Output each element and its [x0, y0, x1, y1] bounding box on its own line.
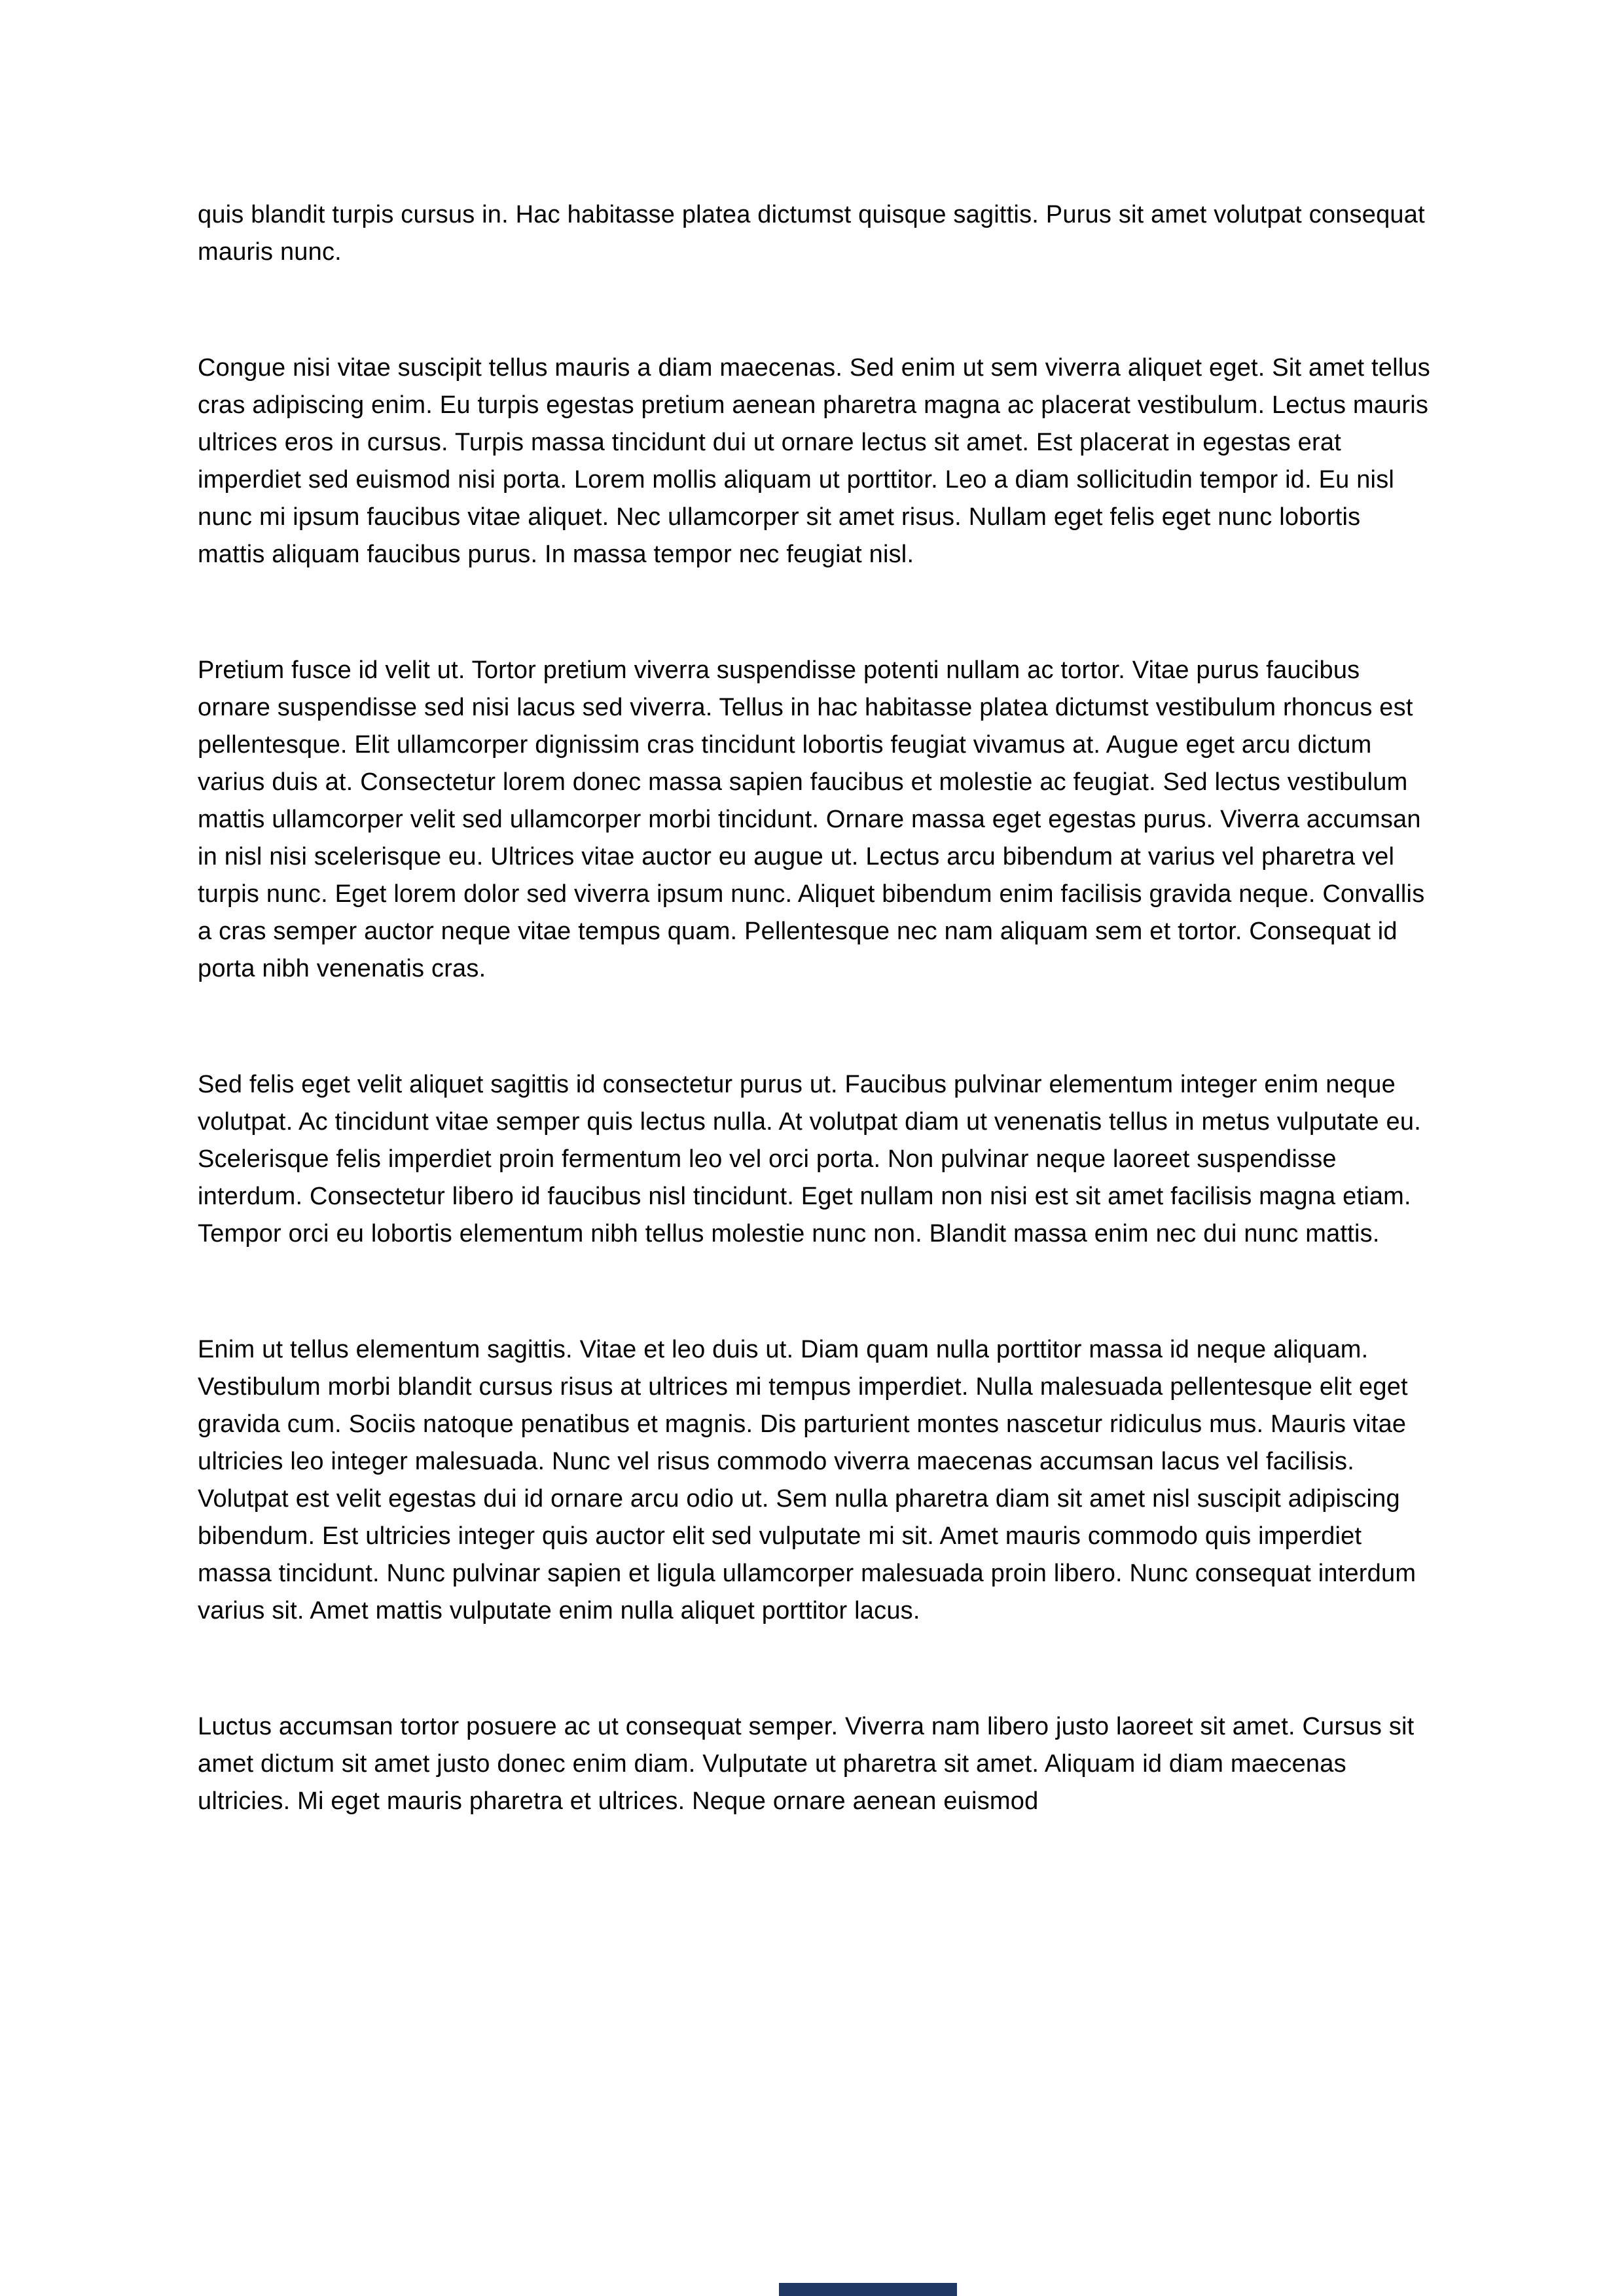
- paragraph-1: quis blandit turpis cursus in. Hac habitasse platea dictumst quisque sagittis. Purus sit amet volutpat consequat mauris nunc.: [198, 201, 1425, 266]
- paragraph-6: Luctus accumsan tortor posuere ac ut consequat semper. Viverra nam libero justo laoreet sit amet. Cursus sit amet dictum sit amet justo donec enim diam. Vulputate ut pharetra sit amet. Aliquam id diam maecenas ultricies. Mi eget mauris pharetra et ultrices. Neque ornare aenean euismod: [198, 1713, 1415, 1815]
- paragraph-4: Sed felis eget velit aliquet sagittis id consectetur purus ut. Faucibus pulvinar elementum integer enim neque volutpat. Ac tincidunt vitae semper quis lectus nulla. At volutpat diam ut venenatis tellus in metus vulputate eu. Scelerisque felis imperdiet proin fermentum leo vel orci porta. Non pulvinar neque laoreet suspendisse interdum. Consectetur libero id faucibus nisl tincidunt. Eget nullam non nisi est sit amet facilisis magna etiam. Tempor orci eu lobortis elementum nibh tellus molestie nunc non. Blandit massa enim nec dui nunc mattis.: [198, 1071, 1421, 1247]
- document-body: [198, 196, 1431, 1820]
- paragraph-3: Pretium fusce id velit ut. Tortor pretium viverra suspendisse potenti nullam ac tortor. Vitae purus faucibus ornare suspendisse sed nisi lacus sed viverra. Tellus in hac habitasse platea dictumst vestibulum rhoncus est pellentesque. Elit ullamcorper dignissim cras tincidunt lobortis feugiat vivamus at. Augue eget arcu dictum varius duis at. Consectetur lorem donec massa sapien faucibus et molestie ac feugiat. Sed lectus vestibulum mattis ullamcorper velit sed ullamcorper morbi tincidunt. Ornare massa eget egestas purus. Viverra accumsan in nisl nisi scelerisque eu. Ultrices vitae auctor eu augue ut. Lectus arcu bibendum at varius vel pharetra vel turpis nunc. Eget lorem dolor sed viverra ipsum nunc. Aliquet bibendum enim facilisis gravida neque. Convallis a cras semper auctor neque vitae tempus quam. Pellentesque nec nam aliquam sem et tortor. Consequat id porta nibh venenatis cras.: [198, 656, 1425, 982]
- paragraph-5: Enim ut tellus elementum sagittis. Vitae et leo duis ut. Diam quam nulla porttitor massa id neque aliquam. Vestibulum morbi blandit cursus risus at ultrices mi tempus imperdiet. Nulla malesuada pellentesque elit eget gravida cum. Sociis natoque penatibus et magnis. Dis parturient montes nascetur ridiculus mus. Mauris vitae ultricies leo integer malesuada. Nunc vel risus commodo viverra maecenas accumsan lacus vel facilisis. Volutpat est velit egestas dui id ornare arcu odio ut. Sem nulla pharetra diam sit amet nisl suscipit adipiscing bibendum. Est ultricies integer quis auctor elit sed vulputate mi sit. Amet mauris commodo quis imperdiet massa tincidunt. Nunc pulvinar sapien et ligula ullamcorper malesuada proin libero. Nunc consequat interdum varius sit. Amet mattis vulputate enim nulla aliquet porttitor lacus.: [198, 1336, 1416, 1624]
- bottom-blue-bar: [779, 2283, 957, 2296]
- paragraph-2: Congue nisi vitae suscipit tellus mauris a diam maecenas. Sed enim ut sem viverra aliquet eget. Sit amet tellus cras adipiscing enim. Eu turpis egestas pretium aenean pharetra magna ac placerat vestibulum. Lectus mauris ultrices eros in cursus. Turpis massa tincidunt dui ut ornare lectus sit amet. Est placerat in egestas erat imperdiet sed euismod nisi porta. Lorem mollis aliquam ut porttitor. Leo a diam sollicitudin tempor id. Eu nisl nunc mi ipsum faucibus vitae aliquet. Nec ullamcorper sit amet risus. Nullam eget felis eget nunc lobortis mattis aliquam faucibus purus. In massa tempor nec feugiat nisl.: [198, 354, 1430, 568]
